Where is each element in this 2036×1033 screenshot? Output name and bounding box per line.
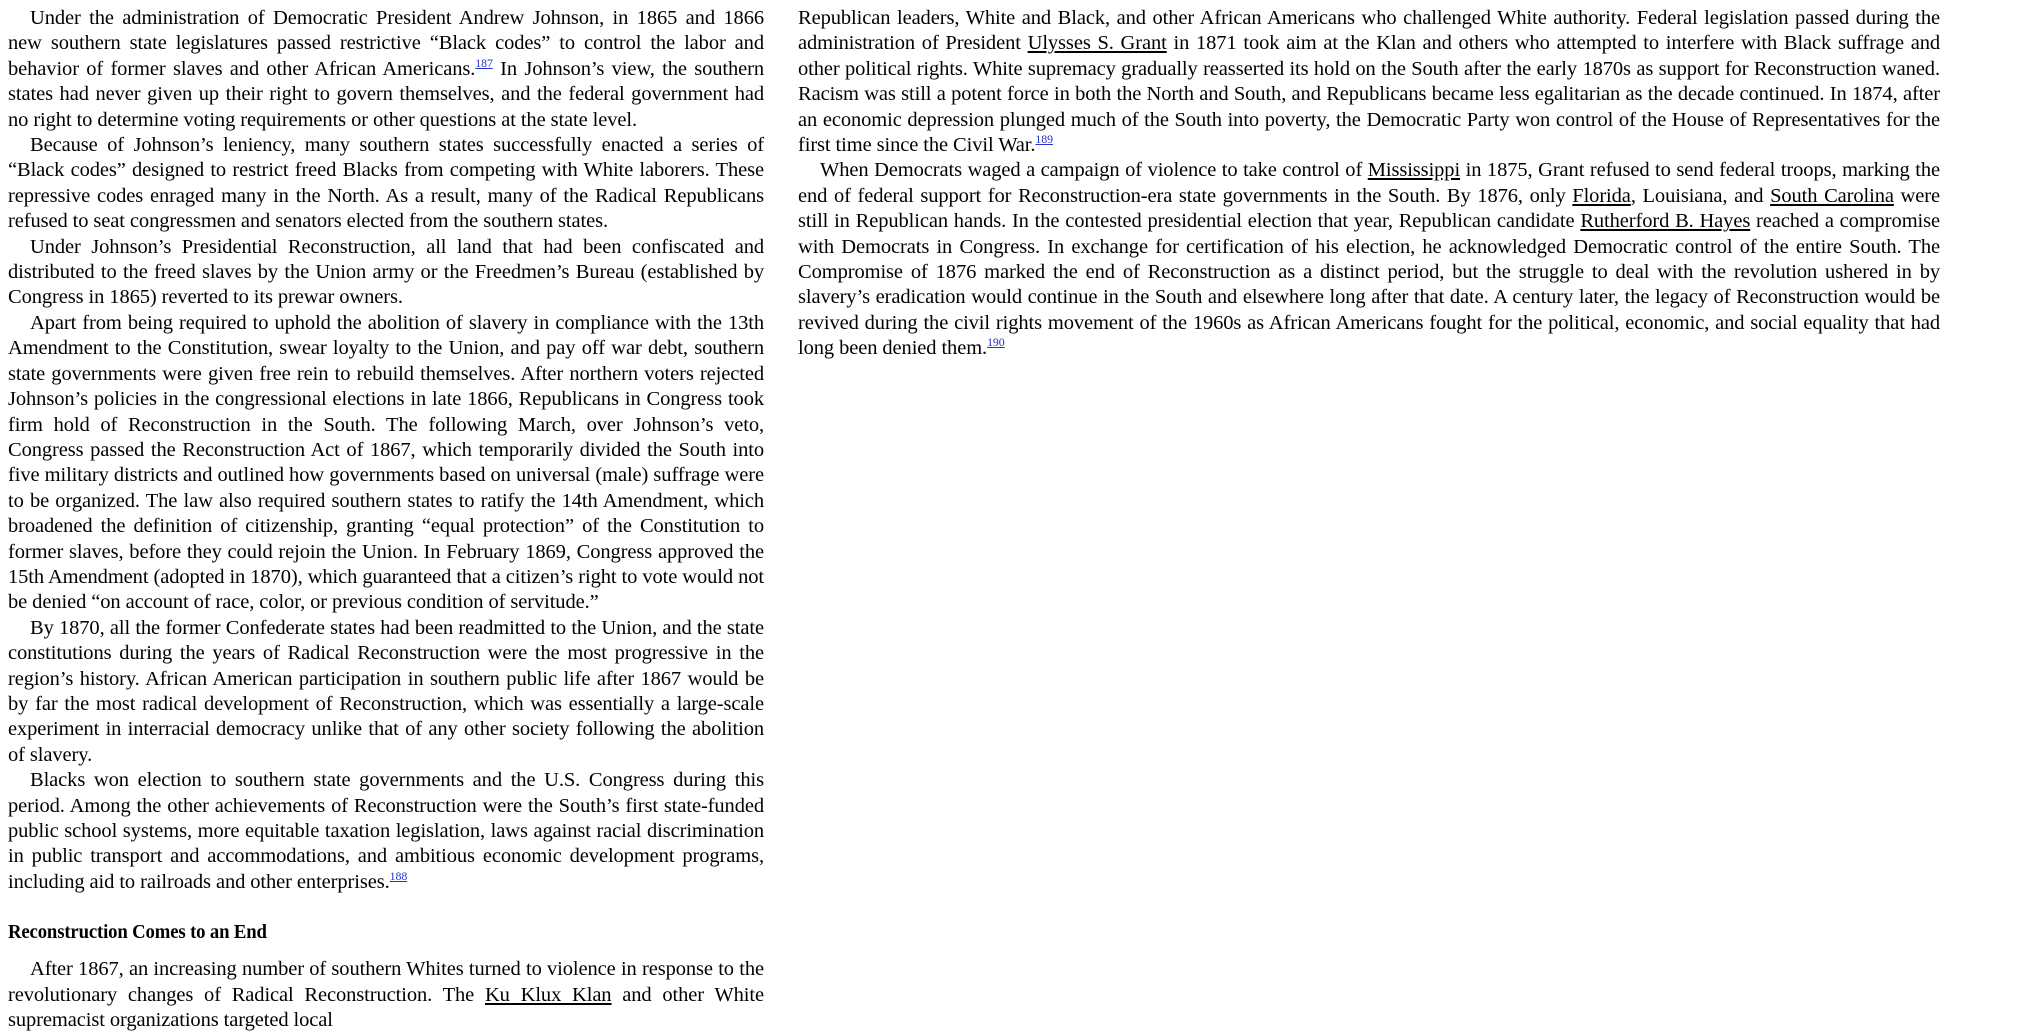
- inline-link[interactable]: Mississippi: [1367, 159, 1461, 182]
- inline-link[interactable]: Ku Klux Klan: [484, 983, 612, 1006]
- inline-link[interactable]: South Carolina: [1770, 184, 1894, 207]
- footnote-link[interactable]: 189: [1035, 132, 1053, 147]
- footnote-marker: [987, 335, 1005, 349]
- two-column-layout: [8, 6, 1940, 1033]
- footnote-link[interactable]: 190: [987, 335, 1005, 350]
- paragraph: After 1867, an increasing number of southern Whites turned to violence in response to the revolutionary changes of Radical Reconstruction. The Ku Klux Klan and other White supremacist organizations targeted local: [8, 958, 764, 1032]
- right-column: [798, 6, 1940, 362]
- paragraph: Under Johnson’s Presidential Reconstruction, all land that had been confiscated and distributed to the freed slaves by the Union army or the Freedmen’s Bureau (established by Congress in 1865) reverted to its prewar owners.: [8, 235, 764, 309]
- inline-link[interactable]: Florida: [1572, 184, 1631, 207]
- inline-link[interactable]: Ulysses S. Grant: [1027, 32, 1167, 55]
- paragraph: Republican leaders, White and Black, and other African Americans who challenged White authority. Federal legislation passed during the administration of President Ulysses S. Grant in 1871 took aim at the Klan and others who attempted to interfere with Black suffrage and other political rights. White supremacy gradually reasserted its hold on the South after the early 1870s as support for Reconstruction waned. Racism was still a potent force in both the North and South, and Republicans became less egalitarian as the decade continued. In 1874, after an economic depression plunged much of the South into poverty, the Democratic Party won control of the House of Representatives for the first time since the Civil War.$^{189}$: [798, 7, 1941, 157]
- left-column: [8, 6, 764, 1033]
- paragraph: Under the administration of Democratic President Andrew Johnson, in 1865 and 1866 new southern state legislatures passed restrictive “Black codes” to control the labor and behavior of former slaves and other African Americans.$^{187}$ In Johnson’s view, the southern states had never given up their right to govern themselves, and the federal government had no right to determine voting requirements or other questions at the state level.: [8, 7, 764, 131]
- paragraph: When Democrats waged a campaign of violence to take control of Mississippi in 1875, Grant refused to send federal troops, marking the end of federal support for Reconstruction-era state governments in the South. By 1876, only Florida, Louisiana, and South Carolina were still in Republican hands. In the contested presidential election that year, Republican candidate Rutherford B. Hayes reached a compromise with Democrats in Congress. In exchange for certification of his election, he acknowledged Democratic control of the entire South. The Compromise of 1876 marked the end of Reconstruction as a distinct period, but the struggle to deal with the revolution ushered in by slavery’s eradication would continue in the South and elsewhere long after that date. A century later, the legacy of Reconstruction would be revived during the civil rights movement of the 1960s as African Americans fought for the political, economic, and social equality that had long been denied them.$^{190}$: [798, 159, 1941, 360]
- footnote-marker: [475, 56, 493, 70]
- paragraph: Blacks won election to southern state governments and the U.S. Congress during this period. Among the other achievements of Reconstruction were the South’s first state-funded public school systems, more equitable taxation legislation, laws against racial discrimination in public transport and accommodations, and ambitious economic development programs, including aid to railroads and other enterprises.$^{188}$: [8, 769, 764, 893]
- footnote-marker: [390, 869, 408, 883]
- section-heading: Reconstruction Comes to an End: [8, 922, 267, 944]
- inline-link[interactable]: Rutherford B. Hayes: [1580, 210, 1751, 233]
- footnote-marker: [1035, 132, 1053, 146]
- paragraph: Apart from being required to uphold the abolition of slavery in compliance with the 13th Amendment to the Constitution, swear loyalty to the Union, and pay off war debt, southern state governments were given free rein to rebuild themselves. After northern voters rejected Johnson’s policies in the congressional elections in late 1866, Republicans in Congress took firm hold of Reconstruction in the South. The following March, over Johnson’s veto, Congress passed the Reconstruction Act of 1867, which temporarily divided the South into five military districts and outlined how governments based on universal (male) suffrage were to be organized. The law also required southern states to ratify the 14th Amendment, which broadened the definition of citizenship, granting “equal protection” of the Constitution to former slaves, before they could rejoin the Union. In February 1869, Congress approved the 15th Amendment (adopted in 1870), which guaranteed that a citizen’s right to vote would not be denied “on account of race, color, or previous condition of servitude.”: [8, 311, 764, 614]
- footnote-link[interactable]: 187: [475, 55, 493, 70]
- paragraph: Because of Johnson’s leniency, many southern states successfully enacted a series of “Black codes” designed to restrict freed Blacks from competing with White laborers. These repressive codes enraged many in the North. As a result, many of the Radical Republicans refused to seat congressmen and senators elected from the southern states.: [8, 134, 764, 233]
- paragraph: By 1870, all the former Confederate states had been readmitted to the Union, and the state constitutions during the years of Radical Reconstruction were the most progressive in the region’s history. African American participation in southern public life after 1867 would be by far the most radical development of Reconstruction, which was essentially a large-scale experiment in interracial democracy unlike that of any other society following the abolition of slavery.: [8, 616, 764, 766]
- footnote-link[interactable]: 188: [389, 868, 408, 883]
